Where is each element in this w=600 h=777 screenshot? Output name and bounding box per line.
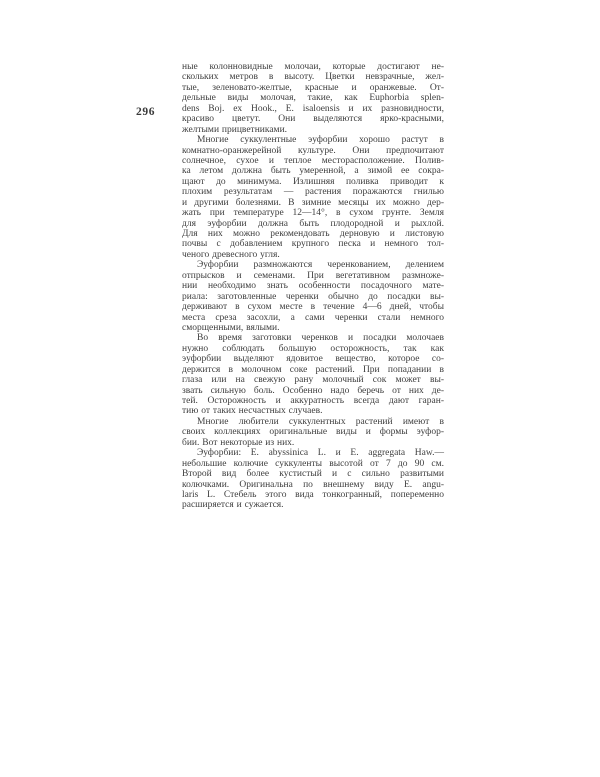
text-line: держится в молочном соке растений. При попадании в bbox=[182, 364, 444, 375]
text-line: плохим результатам — растения поражаются гнилью bbox=[182, 187, 444, 198]
text-line: риала: заготовленные черенки обычно до посадки вы- bbox=[182, 291, 444, 302]
text-line: своих коллекциях оригинальные виды и формы эуфор- bbox=[182, 427, 444, 438]
text-line: дельные виды молочая, такие, как Euphorbia splen- bbox=[182, 93, 444, 104]
text-line: отпрысков и семенами. При вегетативном размноже- bbox=[182, 270, 444, 281]
text-line: скольких метров в высоту. Цветки невзрачные, жел- bbox=[182, 72, 444, 83]
text-line: Эуфорбии: E. abyssinica L. и E. aggregata Haw.— bbox=[197, 448, 444, 459]
text-line: Во время заготовки черенков и посадки молочаев bbox=[197, 333, 444, 344]
text-line: жать при температуре 12—14°, в сухом грунте. Земля bbox=[182, 208, 444, 219]
text-line: красиво цветут. Они выделяются ярко-красными, bbox=[182, 114, 444, 125]
text-line: Многие суккулентные эуфорбии хорошо растут в bbox=[197, 135, 444, 146]
text-line: желтыми прицветниками. bbox=[182, 124, 288, 135]
text-line: laris L. Стебель этого вида тонкогранный, попеременно bbox=[182, 489, 444, 500]
paragraph bbox=[182, 260, 444, 333]
text-line: щают до минимума. Излишняя поливка приводит к bbox=[182, 176, 444, 187]
text-line: держивают в сухом месте в течение 4—6 дней, чтобы bbox=[182, 302, 444, 313]
text-line: Многие любители суккулентных растений имеют в bbox=[197, 416, 444, 427]
text-line: колючками. Оригинальна по внешнему виду E. angu- bbox=[182, 479, 444, 490]
text-line: тей. Осторожность и аккуратность всегда дают гаран- bbox=[182, 396, 444, 406]
paragraph bbox=[182, 62, 444, 135]
text-line: эуфорбии выделяют ядовитое вещество, которое со- bbox=[182, 354, 444, 365]
text-line: небольшие колючие суккуленты высотой от 7 до 90 см. bbox=[182, 458, 444, 469]
paragraph bbox=[182, 417, 444, 448]
text-line: сморщенными, вялыми. bbox=[182, 322, 280, 333]
text-line: и другими болезнями. В зимние месяцы их можно дер- bbox=[182, 197, 444, 208]
text-line: нужно соблюдать большую осторожность, так как bbox=[182, 343, 444, 354]
text-line: Второй вид более кустистый и с сильно развитыми bbox=[182, 469, 444, 480]
text-column bbox=[182, 62, 444, 511]
text-line: нии необходимо знать особенности посадочного мате- bbox=[182, 281, 444, 292]
paragraph bbox=[182, 135, 444, 260]
text-line: Для них можно рекомендовать дерновую и листовую bbox=[182, 229, 444, 239]
text-line: dens Boj. ex Hook., E. isaloensis и их разновидности, bbox=[182, 103, 444, 114]
text-line: звать сильную боль. Особенно надо беречь от них де- bbox=[182, 385, 444, 396]
paragraph bbox=[182, 448, 444, 511]
text-line: солнечное, сухое и теплое месторасположение. Полив- bbox=[182, 155, 444, 166]
text-line: глаза или на свежую рану молочный сок может вы- bbox=[182, 375, 444, 386]
text-line: для эуфорбии должна быть плодородной и рыхлой. bbox=[182, 218, 444, 229]
text-line: комнатно-оранжерейной культуре. Они предпочитают bbox=[182, 145, 444, 156]
text-line: ка летом должна быть умеренной, а зимой ее сокра- bbox=[182, 166, 444, 177]
page-number: 296 bbox=[136, 106, 156, 118]
text-line: места среза засохли, а сами черенки стали немного bbox=[182, 312, 444, 323]
text-line: Эуфорбии размножаются черенкованием, делением bbox=[197, 260, 444, 271]
text-line: почвы с добавлением крупного песка и немного тол- bbox=[182, 239, 444, 250]
text-line: ные колонновидные молочаи, которые достигают не- bbox=[182, 62, 444, 72]
text-line: тию от таких несчастных случаев. bbox=[182, 406, 323, 417]
text-line: расширяется и сужается. bbox=[182, 500, 284, 511]
text-line: тые, зеленовато-желтые, красные и оранжевые. От- bbox=[182, 82, 444, 93]
text-line: ченого древесного угля. bbox=[182, 249, 280, 260]
paragraph bbox=[182, 333, 444, 417]
text-line: бии. Вот некоторые из них. bbox=[182, 437, 295, 448]
